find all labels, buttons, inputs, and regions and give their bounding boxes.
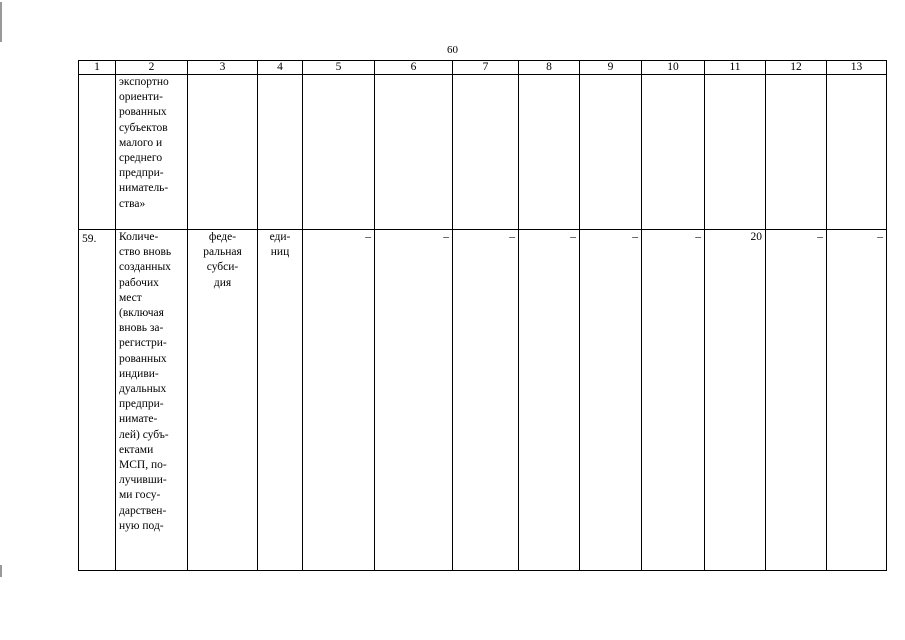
column-header: 12 bbox=[766, 61, 827, 75]
text-line: индиви- bbox=[119, 367, 159, 380]
value-cell: 20 bbox=[705, 230, 766, 571]
empty-cell bbox=[642, 75, 705, 230]
column-header: 8 bbox=[519, 61, 580, 75]
empty-cell bbox=[188, 75, 258, 230]
column-header: 10 bbox=[642, 61, 705, 75]
empty-cell bbox=[258, 75, 303, 230]
text-line: ниц bbox=[270, 246, 290, 259]
text-line: ориенти- bbox=[119, 91, 163, 104]
header-row bbox=[79, 61, 887, 75]
text-line: лучивши- bbox=[119, 474, 167, 487]
text-line: (включая bbox=[119, 307, 164, 320]
text-line: рованных bbox=[119, 352, 167, 365]
text-line: феде- bbox=[208, 231, 237, 243]
value-cell: – bbox=[766, 230, 827, 571]
text-line: вновь за- bbox=[119, 322, 164, 335]
data-table bbox=[78, 60, 887, 571]
funding-source-cell bbox=[188, 230, 258, 571]
empty-cell bbox=[375, 75, 453, 230]
text-line: субси- bbox=[206, 261, 239, 274]
value-cell: – bbox=[519, 230, 580, 571]
text-line: дия bbox=[213, 276, 232, 289]
column-header: 7 bbox=[453, 61, 519, 75]
column-header: 5 bbox=[303, 61, 375, 75]
indicator-name-cell bbox=[116, 230, 188, 571]
empty-cell bbox=[827, 75, 887, 230]
text-line: ральная bbox=[203, 246, 242, 259]
text-line: среднего bbox=[119, 152, 163, 165]
text-line: дарствен- bbox=[119, 504, 167, 517]
value-cell: – bbox=[375, 230, 453, 571]
value-cell: – bbox=[580, 230, 642, 571]
page-number: 60 bbox=[447, 44, 458, 56]
text-line: ства» bbox=[119, 197, 146, 210]
column-header: 11 bbox=[705, 61, 766, 75]
empty-cell bbox=[580, 75, 642, 230]
text-line: дуальных bbox=[119, 383, 167, 396]
text-line: экспортно bbox=[119, 76, 169, 88]
text-line: ную под- bbox=[119, 519, 164, 532]
row-number-cell: 59. bbox=[79, 230, 116, 571]
text-line: ми госу- bbox=[119, 489, 161, 502]
text-line: малого и bbox=[119, 136, 163, 149]
text-line: ниматель- bbox=[119, 182, 169, 195]
row-number-cell bbox=[79, 75, 116, 230]
column-header: 6 bbox=[375, 61, 453, 75]
text-line: рованных bbox=[119, 106, 167, 119]
text-line: ектами bbox=[119, 443, 154, 456]
text-line: Количе- bbox=[119, 231, 159, 243]
column-header: 3 bbox=[188, 61, 258, 75]
text-line: предпри- bbox=[119, 167, 164, 180]
table-row-continued bbox=[79, 75, 887, 230]
column-header: 2 bbox=[116, 61, 188, 75]
empty-cell bbox=[453, 75, 519, 230]
empty-cell bbox=[705, 75, 766, 230]
column-header: 13 bbox=[827, 61, 887, 75]
text-line: нимате- bbox=[119, 413, 158, 426]
table-row-59 bbox=[79, 230, 887, 571]
text-line: еди- bbox=[269, 231, 291, 243]
text-line: субъектов bbox=[119, 121, 168, 134]
column-header: 4 bbox=[258, 61, 303, 75]
scan-margin-mark bbox=[0, 2, 2, 42]
text-line: лей) субъ- bbox=[119, 428, 169, 441]
text-line: созданных bbox=[119, 261, 171, 274]
text-line: мест bbox=[119, 291, 142, 304]
text-line: ство вновь bbox=[119, 246, 172, 259]
unit-cell bbox=[258, 230, 303, 571]
column-header: 9 bbox=[580, 61, 642, 75]
empty-cell bbox=[766, 75, 827, 230]
value-cell: – bbox=[453, 230, 519, 571]
value-cell: – bbox=[827, 230, 887, 571]
empty-cell bbox=[519, 75, 580, 230]
scan-margin-mark bbox=[0, 565, 2, 577]
empty-cell bbox=[303, 75, 375, 230]
value-cell: – bbox=[303, 230, 375, 571]
text-line: рабочих bbox=[119, 276, 159, 289]
text-line: предпри- bbox=[119, 398, 164, 411]
value-cell: – bbox=[642, 230, 705, 571]
text-line: МСП, по- bbox=[119, 459, 167, 472]
text-line: регистри- bbox=[119, 337, 167, 350]
indicator-name-cell bbox=[116, 75, 188, 230]
column-header: 1 bbox=[79, 61, 116, 75]
